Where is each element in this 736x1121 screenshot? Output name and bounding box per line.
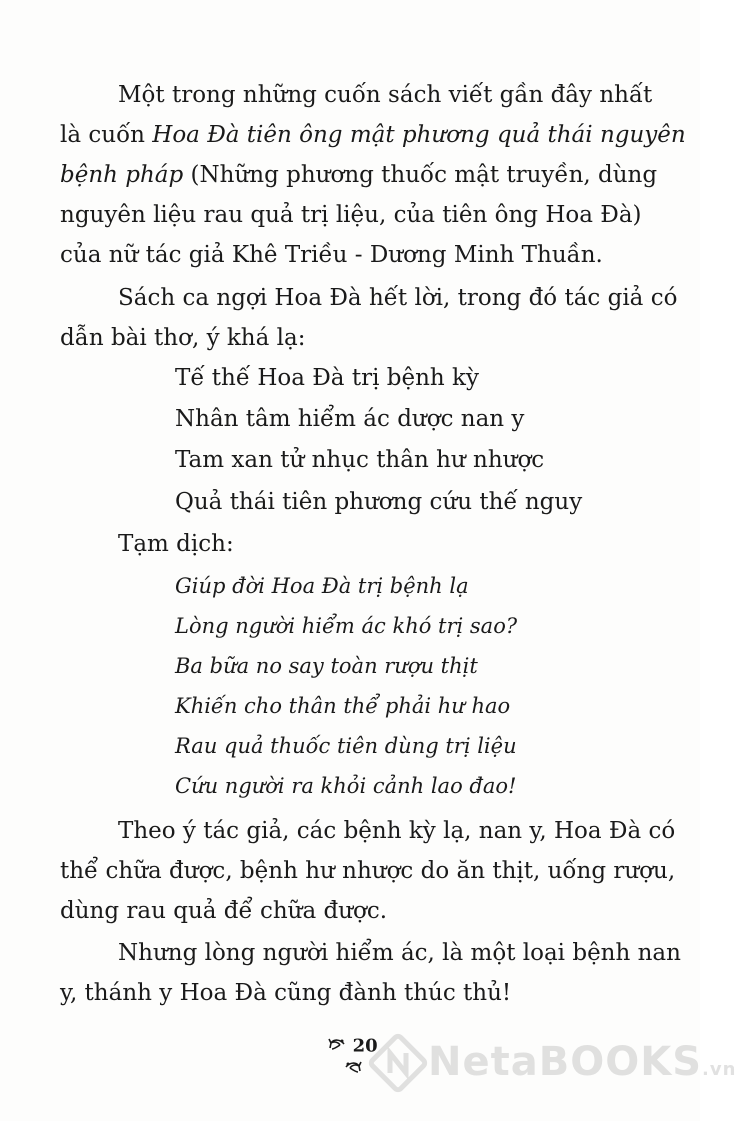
watermark-text bbox=[428, 1039, 736, 1085]
paragraph-2-line-1: Sách ca ngợi Hoa Đà hết lời, trong đó tác giả có bbox=[118, 285, 678, 311]
poem-line-1: Tế thế Hoa Đà trị bệnh kỳ bbox=[175, 365, 479, 391]
paragraph-3-line-2: thể chữa được, bệnh hư nhược do ăn thịt, uống rượu, bbox=[60, 858, 676, 884]
translation-line-6: Cứu người ra khỏi cảnh lao đao! bbox=[175, 774, 517, 798]
translation-line-1: Giúp đời Hoa Đà trị bệnh lạ bbox=[175, 574, 469, 598]
paragraph-4-line-1: Nhưng lòng người hiểm ác, là một loại bệnh nan bbox=[118, 940, 681, 966]
watermark-brand: NetaBOOKS bbox=[428, 1039, 703, 1085]
poem-line-4: Quả thái tiên phương cứu thế nguy bbox=[175, 489, 583, 515]
paragraph-1-line-1: Một trong những cuốn sách viết gần đây nhất bbox=[118, 82, 653, 108]
translation-line-2: Lòng người hiểm ác khó trị sao? bbox=[175, 614, 518, 638]
book-title-part-1: Hoa Đà tiên ông mật phương quả thái nguyên bbox=[152, 122, 686, 148]
paragraph-1-line-4: nguyên liệu rau quả trị liệu, của tiên ông Hoa Đà) bbox=[60, 202, 642, 228]
paragraph-4-line-2: y, thánh y Hoa Đà cũng đành thúc thủ! bbox=[60, 980, 512, 1006]
translation-line-4: Khiến cho thân thể phải hư hao bbox=[175, 694, 511, 718]
translation-label: Tạm dịch: bbox=[118, 531, 234, 557]
paragraph-1-line-3 bbox=[60, 162, 657, 188]
poem-line-3: Tam xan tử nhục thân hư nhược bbox=[175, 447, 545, 473]
poem-line-2: Nhân tâm hiểm ác dược nan y bbox=[175, 406, 525, 432]
translation-line-3: Ba bữa no say toàn rượu thịt bbox=[175, 654, 478, 678]
paragraph-1-line-5: của nữ tác giả Khê Triều - Dương Minh Thuần. bbox=[60, 242, 603, 268]
right-ornament-icon bbox=[344, 1058, 362, 1081]
paragraph-1-line-2 bbox=[60, 122, 686, 148]
watermark-suffix: .vn bbox=[702, 1059, 736, 1080]
paragraph-1-line-3-rest: (Những phương thuốc mật truyền, dùng bbox=[183, 162, 658, 188]
paragraph-3-line-3: dùng rau quả để chữa được. bbox=[60, 898, 388, 924]
netabooks-watermark bbox=[366, 1025, 736, 1105]
paragraph-2-line-2: dẫn bài thơ, ý khá lạ: bbox=[60, 325, 306, 351]
paragraph-1-line-2-prefix: là cuốn bbox=[60, 122, 153, 148]
netabooks-logo-icon bbox=[370, 1035, 426, 1091]
translation-line-5: Rau quả thuốc tiên dùng trị liệu bbox=[175, 734, 517, 758]
page-number: 20 bbox=[352, 1035, 378, 1057]
paragraph-3-line-1: Theo ý tác giả, các bệnh kỳ lạ, nan y, Hoa Đà có bbox=[118, 818, 676, 844]
left-ornament-icon bbox=[328, 1035, 346, 1058]
book-title-part-2: bệnh pháp bbox=[60, 162, 184, 188]
